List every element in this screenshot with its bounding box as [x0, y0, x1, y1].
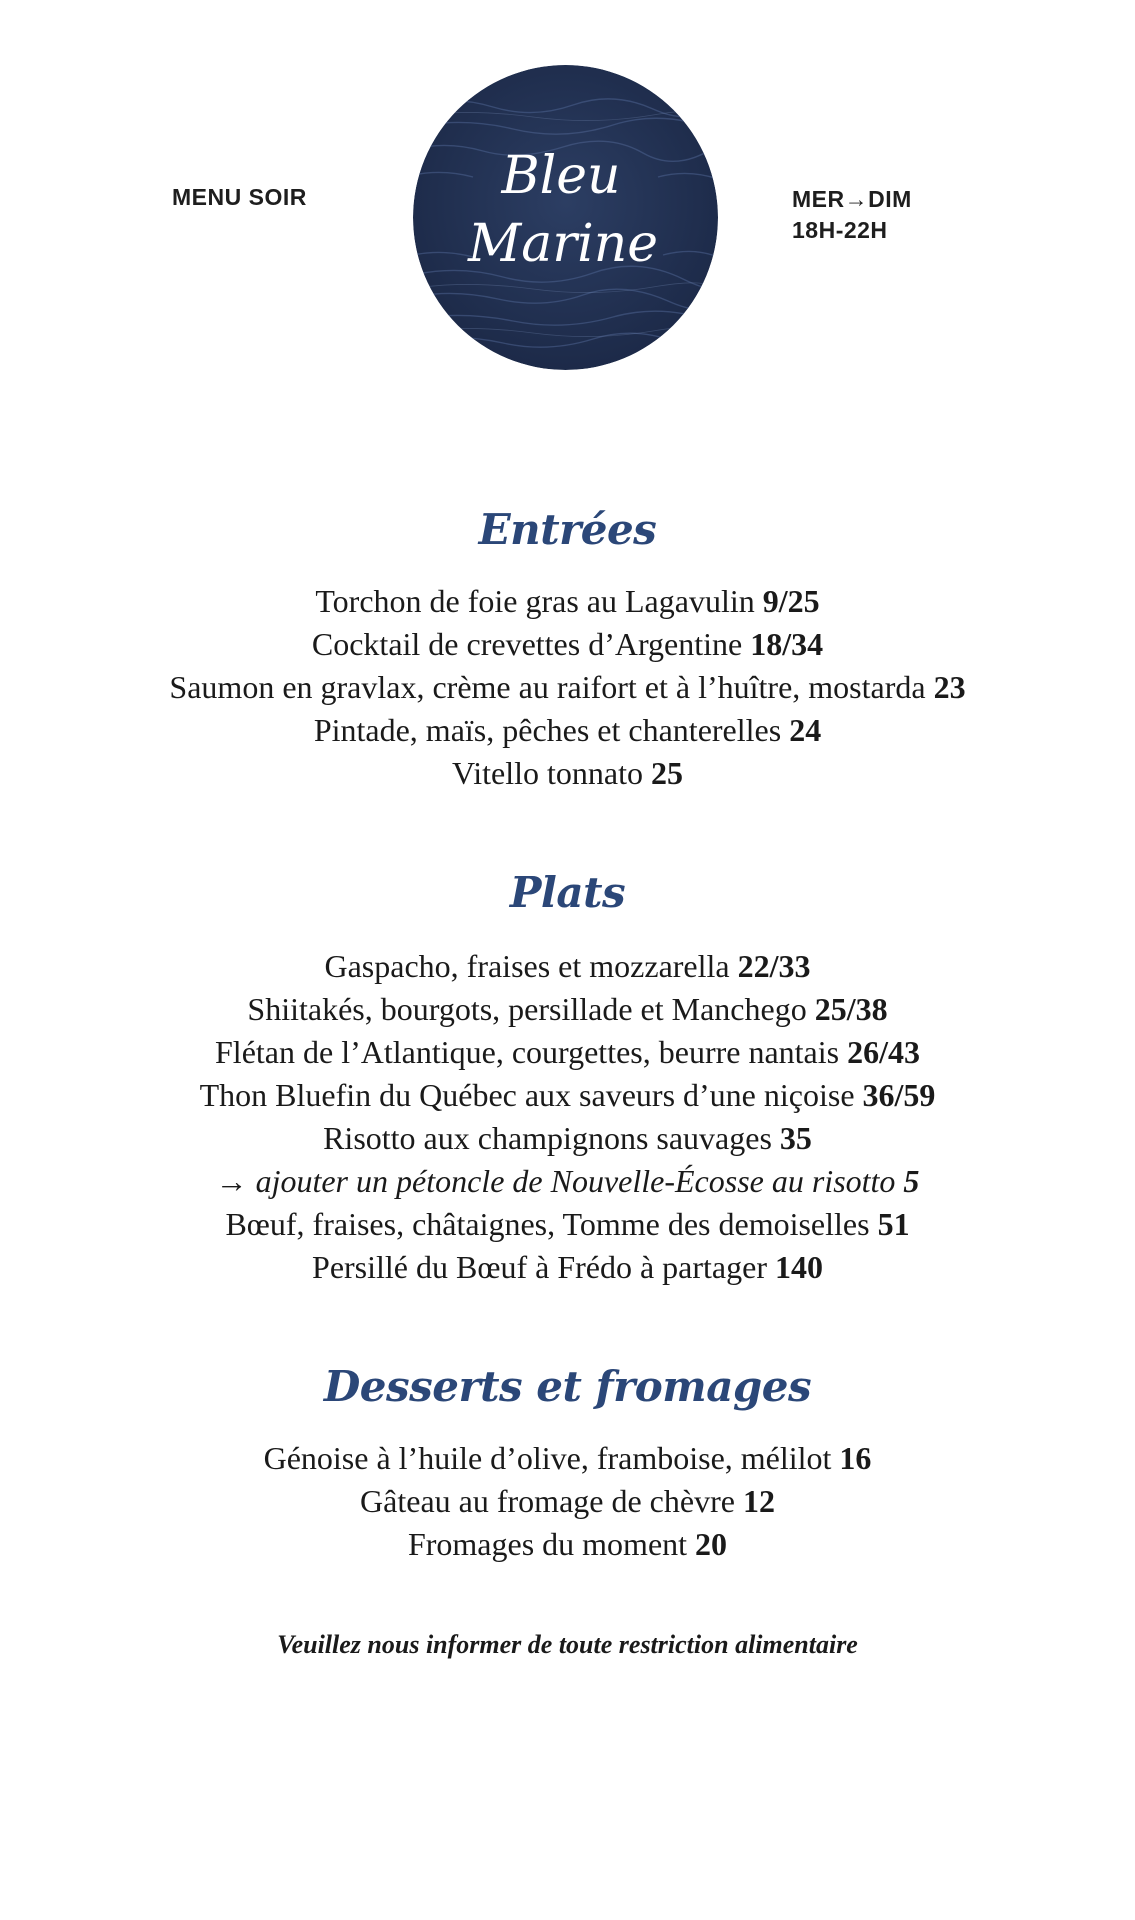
menu-item — [0, 752, 1135, 795]
menu-item — [0, 623, 1135, 666]
menu-item-addon — [0, 1160, 1135, 1203]
menu-item-price: 36/59 — [862, 1077, 936, 1113]
menu-item-price: 51 — [877, 1206, 910, 1242]
entrees-list — [0, 580, 1135, 795]
menu-type-label: MENU SOIR — [172, 184, 307, 210]
menu-item-name: Thon Bluefin du Québec aux saveurs d’une niçoise — [199, 1077, 855, 1113]
arrow-right-icon: → — [844, 186, 869, 212]
menu-item-name: Gâteau au fromage de chèvre — [360, 1483, 735, 1519]
menu-item — [0, 1523, 1135, 1566]
logo-text-line1: Bleu — [501, 146, 621, 206]
menu-item — [0, 666, 1135, 709]
opening-hours — [792, 184, 912, 246]
menu-item-name: Persillé du Bœuf à Frédo à partager — [312, 1249, 767, 1285]
menu-item-name: Torchon de foie gras au Lagavulin — [315, 583, 755, 619]
menu-item-price: 5 — [903, 1163, 920, 1199]
menu-item-name: Bœuf, fraises, châtaignes, Tomme des demoiselles — [225, 1206, 870, 1242]
menu-item-price: 12 — [742, 1483, 775, 1519]
restaurant-logo — [413, 65, 718, 370]
menu-item — [0, 1246, 1135, 1289]
menu-item-name: Risotto aux champignons sauvages — [323, 1120, 772, 1156]
menu-item — [0, 580, 1135, 623]
menu-item — [0, 1031, 1135, 1074]
section-title-entrees: Entrées — [478, 505, 657, 554]
desserts-list — [0, 1437, 1135, 1566]
menu-item — [0, 709, 1135, 752]
menu-item-name: Cocktail de crevettes d’Argentine — [311, 626, 743, 662]
menu-item-price: 25/38 — [814, 991, 888, 1027]
menu-item-price: 26/43 — [847, 1034, 920, 1070]
section-title-plats: Plats — [509, 868, 626, 917]
menu-item — [0, 945, 1135, 988]
menu-item-name: Shiitakés, bourgots, persillade et Manchego — [247, 991, 807, 1027]
menu-item-price: 16 — [839, 1440, 872, 1476]
menu-item-name: Génoise à l’huile d’olive, framboise, mélilot — [263, 1440, 832, 1476]
opening-days — [792, 184, 912, 215]
menu-item-price: 24 — [789, 712, 822, 748]
days-to: DIM — [868, 186, 912, 212]
logo-text-line2: Marine — [468, 214, 658, 274]
days-from: MER — [792, 186, 845, 212]
menu-item-price: 25 — [650, 755, 683, 791]
menu-item-name: Pintade, maïs, pêches et chanterelles — [313, 712, 782, 748]
menu-item-price: 18/34 — [750, 626, 824, 662]
menu-item-price: 23 — [933, 669, 966, 705]
menu-item-price: 22/33 — [737, 948, 811, 984]
menu-item-name: Gaspacho, fraises et mozzarella — [324, 948, 730, 984]
menu-item-price: 20 — [695, 1526, 728, 1562]
menu-item — [0, 1480, 1135, 1523]
logo-graphic — [413, 65, 718, 370]
menu-item-name: Vitello tonnato — [452, 755, 643, 791]
menu-item-price: 9/25 — [762, 583, 820, 619]
menu-item-name: Flétan de l’Atlantique, courgettes, beurre nantais — [215, 1034, 840, 1070]
menu-item-price: 140 — [774, 1249, 823, 1285]
menu-item — [0, 1117, 1135, 1160]
menu-item — [0, 1437, 1135, 1480]
hours-range: 18H-22H — [792, 217, 888, 243]
menu-item-name: Fromages du moment — [407, 1526, 688, 1562]
dietary-restriction-note: Veuillez nous informer de toute restriction alimentaire — [277, 1630, 858, 1659]
menu-item-name: → ajouter un pétoncle de Nouvelle-Écosse au risotto — [215, 1163, 896, 1199]
section-title-desserts: Desserts et fromages — [323, 1362, 812, 1411]
menu-item-name: Saumon en gravlax, crème au raifort et à l’huître, mostarda — [169, 669, 926, 705]
menu-item — [0, 988, 1135, 1031]
menu-item — [0, 1074, 1135, 1117]
menu-item-price: 35 — [779, 1120, 812, 1156]
plats-list — [0, 945, 1135, 1289]
menu-item — [0, 1203, 1135, 1246]
